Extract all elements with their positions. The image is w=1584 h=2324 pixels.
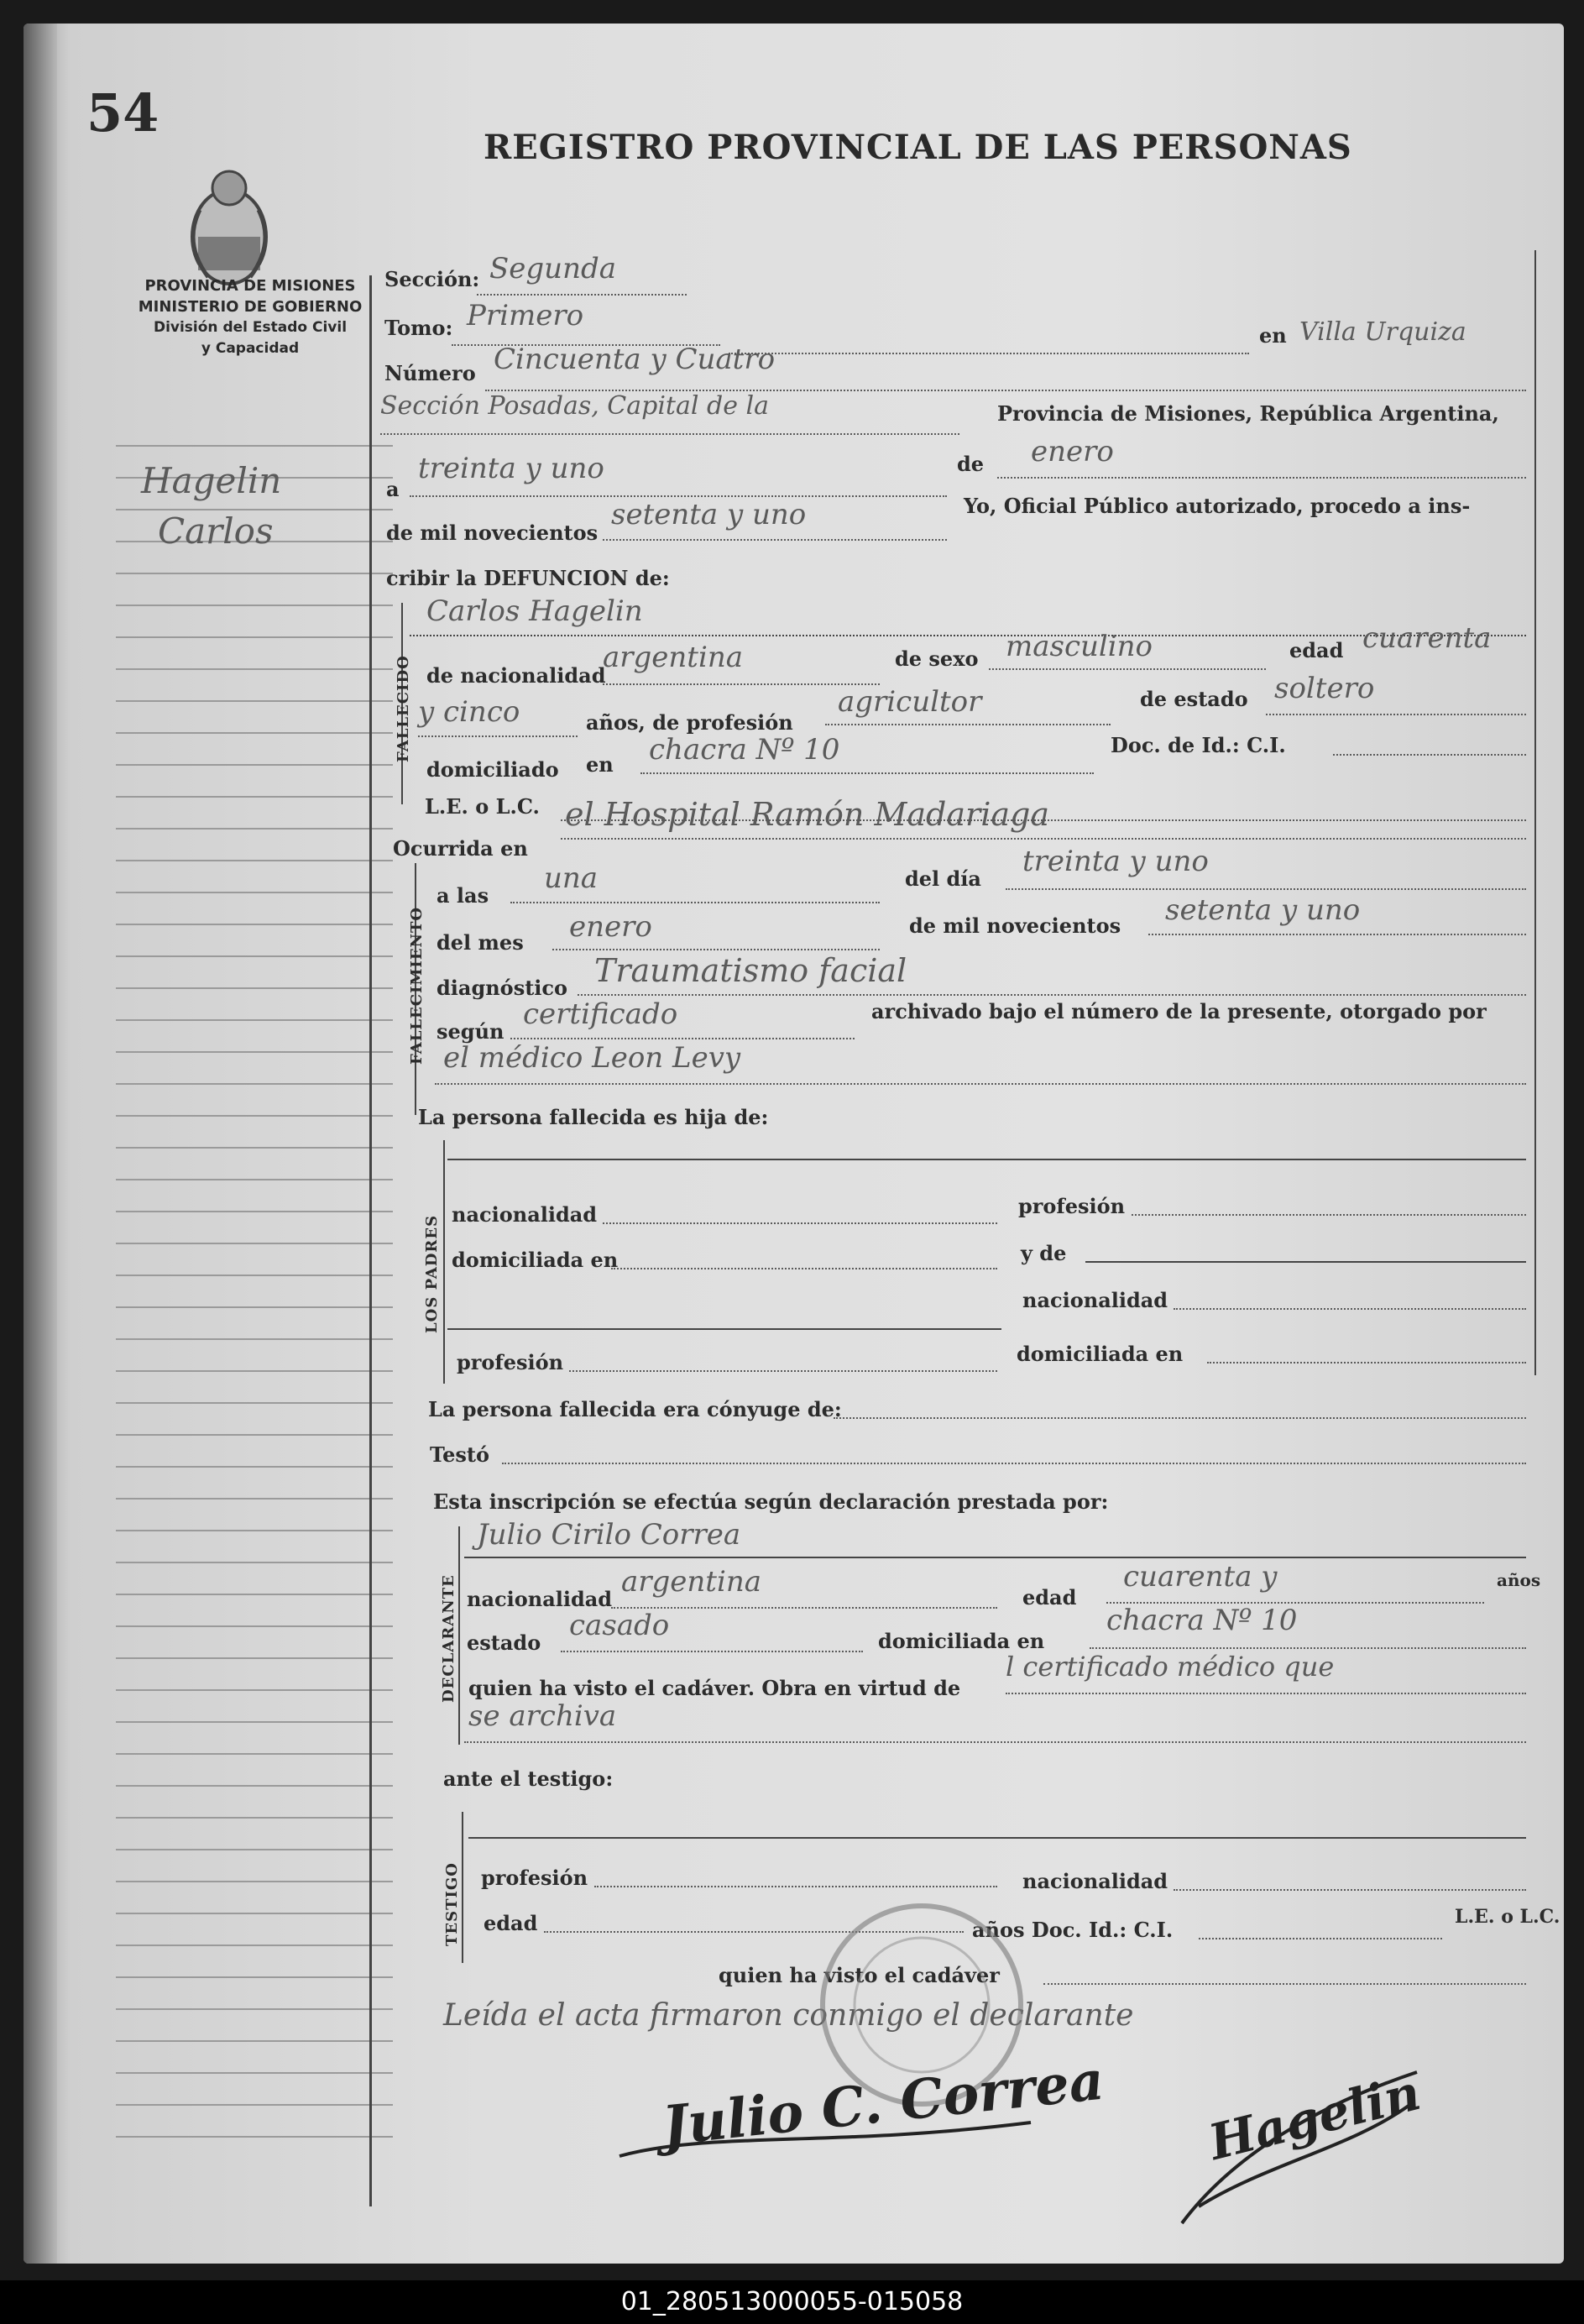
declarante-value: Julio Cirilo Correa bbox=[477, 1518, 741, 1552]
yo-oficial-label: Yo, Oficial Público autorizado, procedo a ins- bbox=[964, 494, 1471, 518]
conyuge-line bbox=[834, 1417, 1526, 1419]
mes-line bbox=[997, 477, 1526, 479]
book-spine bbox=[24, 24, 57, 2264]
provincia-label: Provincia de Misiones, República Argentina, bbox=[997, 401, 1499, 426]
padres-side-label: LOS PADRES bbox=[423, 1214, 441, 1333]
agency-line1: PROVINCIA DE MISIONES bbox=[144, 277, 356, 295]
anio-value: setenta y uno bbox=[611, 498, 807, 531]
edad-cont-value: y cinco bbox=[418, 695, 520, 729]
madre-name-line bbox=[1085, 1261, 1526, 1263]
madre-nacionalidad-label: nacionalidad bbox=[1022, 1288, 1168, 1312]
fallecimiento-side-label: FALLECIMIENTO bbox=[408, 906, 426, 1065]
seccion-lugar-value: Sección Posadas, Capital de la bbox=[380, 391, 769, 421]
anos-profesion-label: años, de profesión bbox=[586, 710, 793, 735]
padre-nacionalidad-line bbox=[603, 1222, 997, 1224]
padre-profesion2-label: profesión bbox=[457, 1350, 564, 1374]
hora-value: una bbox=[544, 861, 599, 895]
mes-value: enero bbox=[1031, 435, 1114, 468]
decl-edad-label: edad bbox=[1022, 1585, 1077, 1610]
agency-line3: División del Estado Civil bbox=[153, 319, 348, 336]
testigo-anos-doc-label: años Doc. Id.: C.I. bbox=[972, 1918, 1174, 1942]
image-caption: 01_280513000055-015058 bbox=[0, 2280, 1584, 2324]
de-mil-nov-label: de mil novecientos bbox=[909, 913, 1121, 938]
nombre-value: Carlos Hagelin bbox=[426, 594, 643, 628]
del-mes-label: del mes bbox=[437, 930, 524, 955]
numero-label: Número bbox=[384, 361, 476, 385]
declarant-signature: Julio C. Correa bbox=[659, 2049, 1107, 2159]
obra-virtud-value: l certificado médico que bbox=[1006, 1651, 1335, 1683]
de-nacionalidad-label: de nacionalidad bbox=[426, 663, 606, 688]
obra-virtud-line bbox=[1006, 1693, 1526, 1694]
tomo-value: Primero bbox=[467, 299, 584, 332]
decl-domiciliada-label: domiciliada en bbox=[878, 1629, 1045, 1653]
archivado-label: archivado bajo el número de la presente, otorgado por bbox=[871, 999, 1487, 1023]
tomo-label: Tomo: bbox=[384, 316, 453, 340]
anio-muerte-value: setenta y uno bbox=[1165, 893, 1361, 927]
official-signature-flourish bbox=[1165, 2055, 1434, 2240]
margin-surname: Hagelin bbox=[141, 460, 282, 501]
decl-domicilio-value: chacra Nº 10 bbox=[1106, 1604, 1298, 1637]
right-border-rule bbox=[1534, 250, 1536, 1375]
agency-line4: y Capacidad bbox=[201, 340, 300, 357]
padre-name-line bbox=[447, 1159, 1526, 1160]
domicilio-line bbox=[640, 772, 1094, 774]
edad-cont-line bbox=[418, 735, 578, 737]
conyuge-label: La persona fallecida era cónyuge de: bbox=[428, 1397, 842, 1421]
obra-cont-value: se archiva bbox=[468, 1699, 617, 1733]
estado-value: soltero bbox=[1274, 672, 1375, 705]
sexo-value: masculino bbox=[1006, 630, 1153, 663]
ocurrida-line bbox=[561, 838, 1526, 840]
declarante-line bbox=[464, 1557, 1526, 1558]
padres-rule bbox=[443, 1140, 445, 1384]
edad-value: cuarenta bbox=[1362, 621, 1492, 655]
decl-nacionalidad-value: argentina bbox=[621, 1565, 762, 1599]
testigo-nacionalidad-label: nacionalidad bbox=[1022, 1869, 1168, 1893]
padre-profesion-label: profesión bbox=[1018, 1194, 1126, 1218]
diagnostico-line bbox=[578, 994, 1526, 996]
de-sexo-label: de sexo bbox=[895, 646, 979, 671]
testigo-name-line bbox=[468, 1837, 1526, 1839]
padre-extra-line bbox=[447, 1328, 1001, 1330]
y-de-label: y de bbox=[1021, 1241, 1067, 1265]
sexo-line bbox=[989, 668, 1266, 670]
quien-visto-line bbox=[1043, 1983, 1526, 1985]
testigo-doc-line bbox=[1199, 1938, 1442, 1939]
ante-testigo-label: ante el testigo: bbox=[443, 1767, 614, 1791]
diagnostico-value: Traumatismo facial bbox=[594, 952, 907, 989]
declarant-signature-flourish bbox=[611, 2097, 1048, 2173]
hora-line bbox=[510, 902, 880, 903]
profesion-value: agricultor bbox=[838, 685, 982, 719]
dia-muerte-value: treinta y uno bbox=[1022, 845, 1209, 878]
anio-line bbox=[603, 539, 947, 541]
testigo-edad-label: edad bbox=[484, 1911, 538, 1935]
ocurrida-value: el Hospital Ramón Madariaga bbox=[565, 796, 1049, 833]
dia-muerte-line bbox=[1006, 888, 1526, 890]
seccion-label: Sección: bbox=[384, 267, 480, 291]
decl-estado-label: estado bbox=[467, 1630, 541, 1655]
agency-line2: MINISTERIO DE GOBIERNO bbox=[138, 298, 363, 316]
en-domicilio-label: en bbox=[586, 752, 614, 777]
official-signature: Hagelin bbox=[1203, 2064, 1426, 2171]
nacionalidad-value: argentina bbox=[603, 641, 744, 674]
doc-id-label: Doc. de Id.: C.I. bbox=[1111, 733, 1286, 757]
decl-anos-label: años bbox=[1497, 1570, 1541, 1590]
seccion-lugar-line bbox=[380, 433, 959, 435]
testigo-profesion-label: profesión bbox=[481, 1866, 588, 1890]
segun-value: certificado bbox=[523, 997, 678, 1031]
a-label: a bbox=[386, 477, 400, 501]
ocurrida-en-label: Ocurrida en bbox=[393, 836, 528, 861]
madre-nacionalidad-line bbox=[1174, 1308, 1526, 1310]
testo-label: Testó bbox=[430, 1442, 489, 1467]
profesion-line bbox=[825, 724, 1111, 725]
padre-domiciliada-label: domiciliada en bbox=[452, 1248, 619, 1272]
coat-of-arms-icon bbox=[183, 160, 275, 294]
madre-domicilio-line bbox=[1207, 1362, 1526, 1364]
madre-domiciliada-label: domiciliada en bbox=[1017, 1342, 1184, 1366]
numero-value: Cincuenta y Cuatro bbox=[494, 343, 776, 376]
doc-id-line bbox=[1333, 754, 1526, 756]
en-label: en bbox=[1259, 323, 1287, 348]
seccion-line bbox=[477, 294, 687, 296]
mes-muerte-value: enero bbox=[569, 910, 652, 944]
mes-muerte-line bbox=[552, 949, 880, 950]
decl-nacionalidad-label: nacionalidad bbox=[467, 1587, 613, 1611]
padre-profesion-line bbox=[1132, 1214, 1526, 1216]
en-line bbox=[729, 353, 1249, 354]
visto-cadaver-label: quien ha visto el cadáver. Obra en virtud de bbox=[468, 1676, 961, 1700]
decl-domicilio-line bbox=[1090, 1647, 1526, 1649]
hija-de-label: La persona fallecida es hija de: bbox=[418, 1105, 769, 1129]
decl-estado-value: casado bbox=[569, 1609, 670, 1642]
estado-line bbox=[1266, 714, 1526, 715]
padre-domicilio-line bbox=[611, 1268, 997, 1269]
page-title: REGISTRO PROVINCIAL DE LAS PERSONAS bbox=[484, 128, 1352, 167]
le-lc-label: L.E. o L.C. bbox=[425, 794, 540, 819]
margin-given-name: Carlos bbox=[158, 510, 274, 552]
declarante-rule bbox=[458, 1526, 460, 1745]
quien-visto-label: quien ha visto el cadáver bbox=[719, 1963, 1000, 1987]
decl-edad-value: cuarenta y bbox=[1123, 1560, 1278, 1594]
en-value: Villa Urquiza bbox=[1299, 317, 1466, 347]
inscripcion-label: Esta inscripción se efectúa según declaración prestada por: bbox=[433, 1489, 1109, 1514]
agency-header bbox=[103, 275, 397, 359]
fallecido-side-label: FALLECIDO bbox=[395, 655, 412, 762]
registry-page bbox=[24, 24, 1564, 2264]
testo-line bbox=[502, 1463, 1526, 1464]
testigo-rule bbox=[462, 1812, 463, 1963]
testigo-le-lc-label: L.E. o L.C. bbox=[1455, 1906, 1560, 1928]
seccion-value: Segunda bbox=[489, 252, 617, 285]
de-mil-label: de mil novecientos bbox=[386, 521, 599, 545]
domiciliado-label: domiciliado bbox=[426, 757, 559, 782]
domicilio-value: chacra Nº 10 bbox=[649, 733, 840, 767]
main-column-rule bbox=[369, 275, 372, 2206]
nombre-line bbox=[410, 635, 1526, 636]
declarante-side-label: DECLARANTE bbox=[440, 1574, 457, 1703]
segun-label: según bbox=[437, 1019, 504, 1044]
testigo-nacionalidad-line bbox=[1174, 1889, 1526, 1891]
anio-muerte-line bbox=[1148, 934, 1526, 935]
segun-line bbox=[510, 1038, 855, 1039]
obra-cont-line bbox=[464, 1741, 1526, 1743]
diagnostico-label: diagnóstico bbox=[437, 976, 568, 1000]
medico-line bbox=[435, 1083, 1526, 1085]
a-las-label: a las bbox=[437, 883, 489, 908]
edad-label: edad bbox=[1289, 638, 1344, 662]
de-estado-label: de estado bbox=[1140, 687, 1248, 711]
cribir-label: cribir la DEFUNCION de: bbox=[386, 566, 670, 590]
del-dia-label: del día bbox=[905, 866, 981, 891]
decl-estado-line bbox=[561, 1651, 863, 1652]
dia-line bbox=[410, 495, 947, 497]
padre-nacionalidad-label: nacionalidad bbox=[452, 1202, 598, 1227]
de-label: de bbox=[957, 452, 985, 476]
page-number: 54 bbox=[86, 82, 159, 144]
dia-value: treinta y uno bbox=[418, 452, 604, 485]
medico-value: el médico Leon Levy bbox=[443, 1041, 741, 1075]
cierre-value: Leída el acta firmaron conmigo el declarante bbox=[443, 1998, 1134, 2033]
padre-profesion2-line bbox=[569, 1370, 997, 1372]
testigo-side-label: TESTIGO bbox=[443, 1862, 461, 1946]
